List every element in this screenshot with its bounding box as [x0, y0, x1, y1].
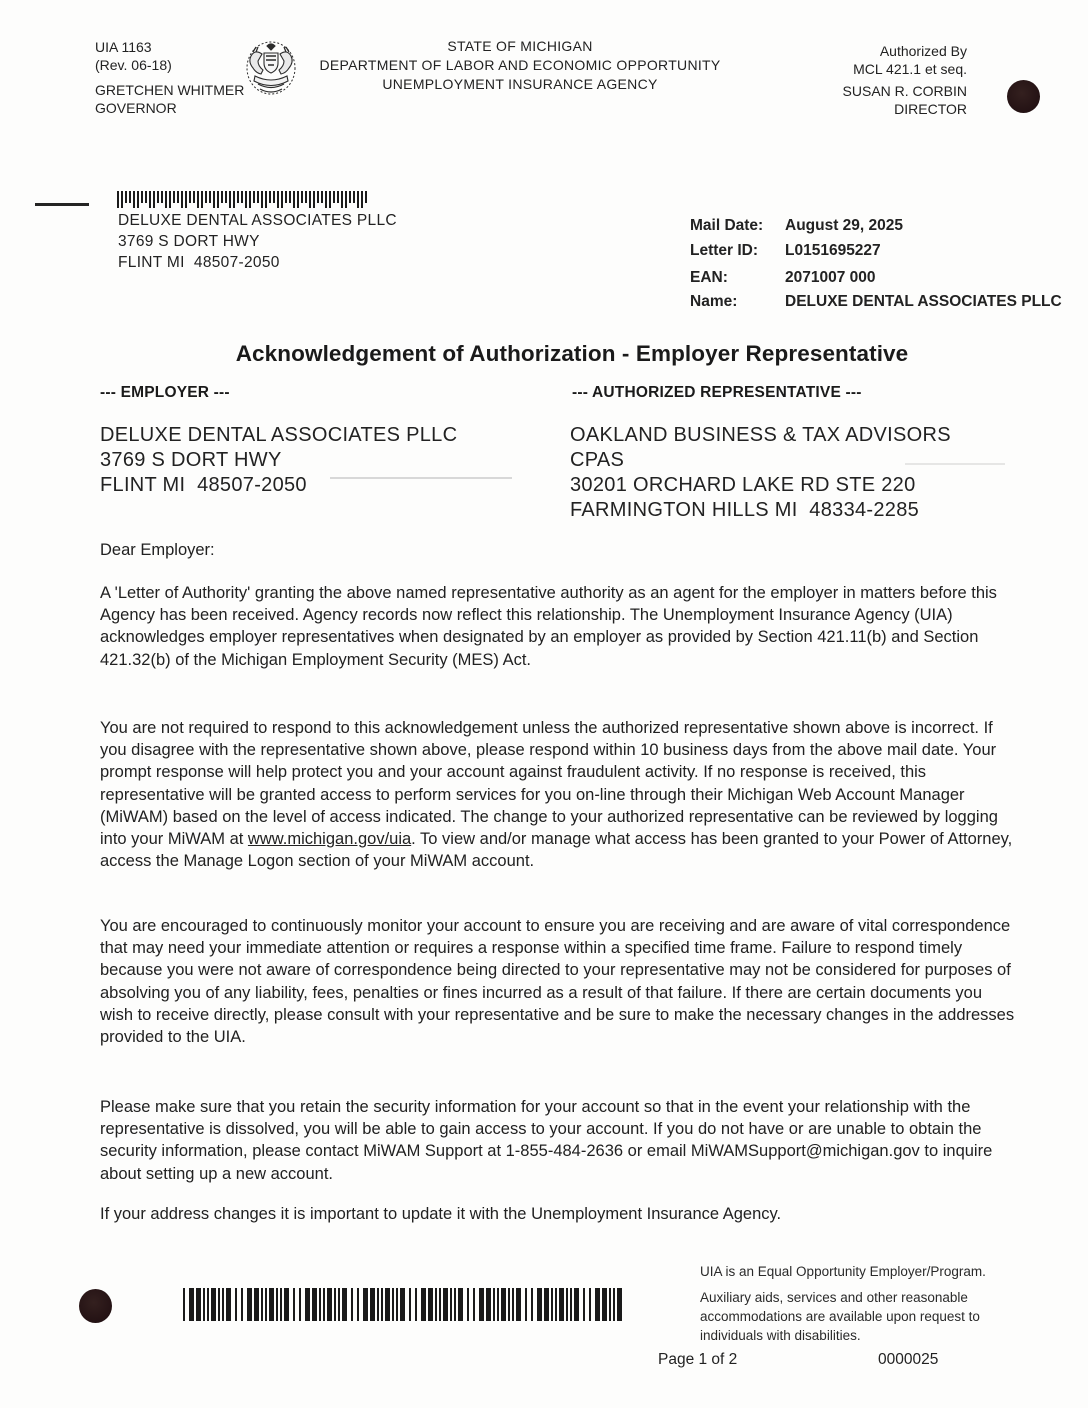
document-title: Acknowledgement of Authorization - Employer Representative [235, 341, 909, 366]
page-number: Page 1 of 2 [658, 1351, 738, 1368]
authorized-by-line2: MCL 421.1 et seq. [853, 61, 967, 77]
letter-info-row [690, 241, 1085, 260]
letter-id-value: L0151695227 [785, 242, 881, 259]
fold-mark-line [35, 203, 89, 206]
mail-date-label: Mail Date: [690, 217, 764, 234]
representative-city-state-zip: FARMINGTON HILLS MI 48334-2285 [570, 499, 920, 521]
body-paragraph-5: If your address changes it is important to update it with the Unemployment Insurance Agency. [100, 1205, 782, 1223]
letter-info-row [690, 216, 1085, 235]
authorized-by-line1: Authorized By [879, 43, 967, 59]
mail-date-value: August 29, 2025 [785, 217, 904, 234]
scan-artifact-line [905, 463, 1005, 465]
employer-street: 3769 S DORT HWY [100, 449, 282, 471]
document-barcode [183, 1288, 626, 1321]
form-revision: (Rev. 06-18) [95, 57, 172, 73]
paragraph-2-text-after: . To view and/or manage what access has been granted to your Power of Attorney, access the Manage Logon section of your MiWAM account. [100, 830, 1017, 871]
governor-title: GOVERNOR [95, 100, 177, 116]
employer-address-block [100, 423, 457, 498]
intelligent-mail-barcode [117, 191, 383, 208]
eeo-statement: UIA is an Equal Opportunity Employer/Program. [700, 1264, 986, 1279]
ean-label: EAN: [690, 269, 728, 286]
mailing-address-line: 3769 S DORT HWY [118, 233, 260, 250]
ean-value: 2071007 000 [785, 269, 876, 286]
salutation: Dear Employer: [100, 541, 215, 559]
paragraph-2-text: You are not required to respond to this acknowledgement unless the authorized representative shown above is incorrect. If you disagree with the representative shown above, please respond within 10 business days from the above mail date. Your prompt response will help protect you and your account against fraudulent activity. If no response is received, this representative will be granted access to perform services for you on-line through their Michigan Web Account Manager (MiWAM) based on the level of access indicated. The change to your authorized representative can be reviewed by logging into your MiWAM at [100, 719, 1003, 849]
body-paragraph-4: Please make sure that you retain the security information for your account so that in the event your relationship with the representative is dissolved, you will be able to gain access to your account. If you do not have or are unable to obtain the security information, please contact MiWAM Support at 1-855-484-2636 or email MiWAMSupport@michigan.gov to inquire about setting up a new account. [100, 1098, 997, 1183]
name-label: Name: [690, 293, 738, 310]
punch-hole-bottom [79, 1289, 112, 1323]
accommodations-statement: Auxiliary aids, services and other reasonable accommodations are available upon request to individuals with disabilities. [700, 1290, 980, 1343]
representative-section-heading: --- AUTHORIZED REPRESENTATIVE --- [572, 384, 862, 401]
director-name: SUSAN R. CORBIN [842, 83, 967, 99]
employer-city-state-zip: FLINT MI 48507-2050 [100, 474, 307, 496]
body-paragraph-2 [100, 717, 1016, 872]
form-identifier-block [95, 38, 244, 117]
mailing-address-line: FLINT MI 48507-2050 [118, 254, 280, 271]
agency-line: UNEMPLOYMENT INSURANCE AGENCY [382, 76, 658, 92]
body-paragraph-1: A 'Letter of Authority' granting the above named representative authority as an agent for the employer in matters before this Agency has been received. Agency records now reflect this relationship. The Unemployment Insurance Agency (UIA) acknowledges employer representatives when designated by an employer as provided by Section 421.11(b) and Section 421.32(b) of the Michigan Employment Security (MES) Act. [100, 584, 1001, 669]
governor-name: GRETCHEN WHITMER [95, 82, 245, 98]
authority-block [700, 42, 967, 118]
director-title: DIRECTOR [894, 101, 967, 117]
punch-hole-top [1007, 80, 1040, 113]
scan-artifact-line [330, 477, 512, 479]
employer-section-heading: --- EMPLOYER --- [100, 384, 230, 401]
representative-name2: CPAS [570, 449, 625, 471]
mailing-address-block [118, 210, 397, 273]
representative-address-block [570, 423, 951, 523]
letter-info-row [690, 292, 1085, 311]
miwam-url-text: www.michigan.gov/uia [247, 830, 412, 849]
letter-info-row [690, 268, 1085, 287]
state-line: STATE OF MICHIGAN [447, 38, 593, 54]
employer-name: DELUXE DENTAL ASSOCIATES PLLC [100, 424, 458, 446]
letter-id-label: Letter ID: [690, 242, 759, 259]
mailing-address-line: DELUXE DENTAL ASSOCIATES PLLC [118, 212, 397, 229]
representative-street: 30201 ORCHARD LAKE RD STE 220 [570, 474, 916, 496]
department-line: DEPARTMENT OF LABOR AND ECONOMIC OPPORTUNITY [319, 57, 721, 73]
representative-name: OAKLAND BUSINESS & TAX ADVISORS [570, 424, 951, 446]
form-number: UIA 1163 [95, 39, 152, 55]
document-sequence-number: 0000025 [878, 1351, 939, 1368]
name-value: DELUXE DENTAL ASSOCIATES PLLC [785, 293, 1062, 310]
body-paragraph-3: You are encouraged to continuously monitor your account to ensure you are receiving and are aware of vital correspondence that may need your immediate attention or requires a response within a specified time frame. Failure to respond timely because you were not aware of correspondence being directed to your representative may not be considered for purposes of absolving you of any liability, fees, penalties or fines incurred as a result of that failure. If there are certain documents you wish to receive directly, please consult with your representative and be sure to make the necessary changes in the addresses provided to the UIA. [100, 917, 1019, 1047]
